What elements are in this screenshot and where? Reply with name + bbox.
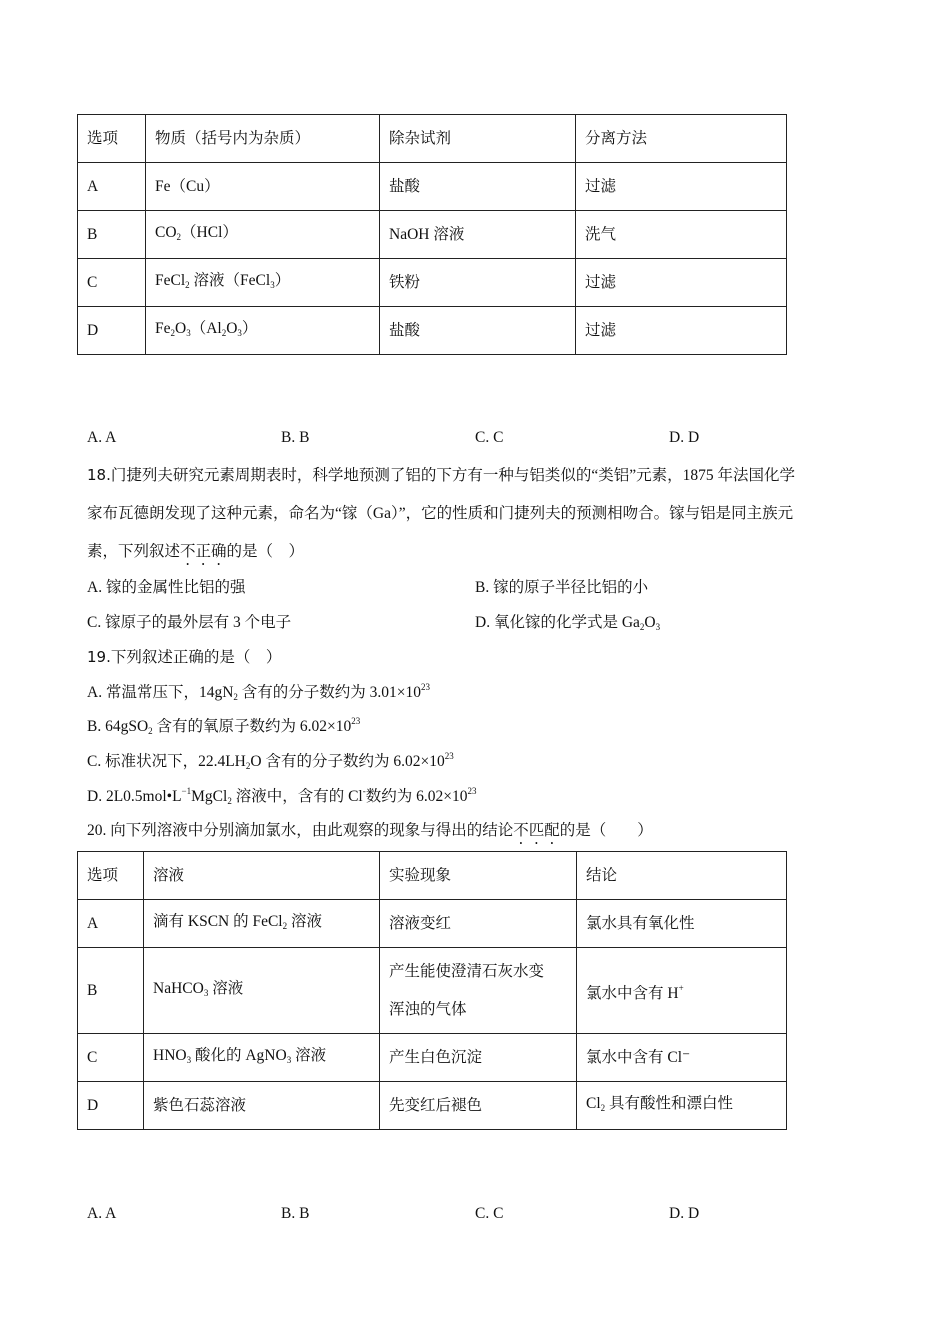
cell-method: 洗气 — [576, 211, 787, 259]
table-row — [78, 307, 787, 355]
table-row — [78, 900, 787, 948]
emphasis-text: 不匹配 — [513, 822, 560, 839]
table-row — [78, 1082, 787, 1130]
header-conclusion: 结论 — [577, 852, 787, 900]
question-18-stem-line2: 家布瓦德朗发现了这种元素，命名为“镓（Ga）”，它的性质和门捷列夫的预测相吻合。镓与铝是同主族元 — [87, 505, 794, 522]
cell-phenomenon: 溶液变红 — [380, 900, 577, 948]
cell-option: A — [78, 163, 146, 211]
cell-solution: $HNO_3$ 酸化的 AgNO$_3$ 溶液 — [144, 1034, 380, 1082]
cell-substance: FeCl$_2$ 溶液（FeCl$_3$） — [146, 259, 380, 307]
table-row — [78, 211, 787, 259]
cell-conclusion: 氯水中含有 Cl⁻ — [577, 1034, 787, 1082]
question-18-stem-line1: 18.门捷列夫研究元素周期表时，科学地预测了铝的下方有一种与铝类似的“类铝”元素，1875 年法国化学 — [87, 466, 795, 484]
table-row — [78, 1034, 787, 1082]
cell-substance: $CO_2(HCl)$ — [146, 211, 380, 259]
cell-conclusion: 氯水具有氧化性 — [577, 900, 787, 948]
q19-option-c[interactable]: C. 标准状况下，$22.4LH_2O$ 含有的分子数约为 $6.02\times 10^{23}$ — [87, 751, 454, 771]
cell-option: B — [78, 211, 146, 259]
cell-method: 过滤 — [576, 163, 787, 211]
q18-option-b[interactable]: B. 镓的原子半径比铝的小 — [475, 579, 649, 596]
q18-option-c[interactable]: C. 镓原子的最外层有 3 个电子 — [87, 614, 292, 631]
cell-method: 过滤 — [576, 259, 787, 307]
q19-option-a[interactable]: A. 常温常压下，$14gN_2$ 含有的分子数约为 $3.01\times 10^{23}$ — [87, 682, 431, 702]
answer-choice-b[interactable]: B. B — [281, 1205, 310, 1222]
header-phenomenon: 实验现象 — [380, 852, 577, 900]
answer-choice-c[interactable]: C. C — [475, 1205, 504, 1222]
cell-reagent: 铁粉 — [380, 259, 576, 307]
cell-option: B — [78, 948, 144, 1034]
question-18-stem-line3: 素，下列叙述不正确的是（ ） — [87, 543, 305, 560]
cell-solution: NaHCO$_3$ 溶液 — [144, 948, 380, 1034]
header-method: 分离方法 — [576, 115, 787, 163]
answer-choice-a[interactable]: A. A — [87, 1205, 117, 1222]
cell-option: C — [78, 1034, 144, 1082]
answer-choice-a[interactable]: A. A — [87, 429, 117, 446]
cell-reagent: 盐酸 — [380, 307, 576, 355]
table-row — [78, 163, 787, 211]
table-row — [78, 948, 787, 1034]
question-number: 18. — [87, 466, 111, 484]
q19-option-b[interactable]: B. 64gSO$_2$ 含有的氧原子数约为 $6.02\times 10^{23}$ — [87, 716, 361, 736]
cell-method: 过滤 — [576, 307, 787, 355]
question-20-table — [77, 851, 787, 1130]
cell-option: C — [78, 259, 146, 307]
cell-option: A — [78, 900, 144, 948]
cell-substance: $Fe_2O_3(Al_2O_3)$ — [146, 307, 380, 355]
cell-substance: Fe（Cu） — [146, 163, 380, 211]
cell-option: D — [78, 1082, 144, 1130]
table-row — [78, 259, 787, 307]
cell-conclusion: 氯水中含有 H+ — [577, 948, 787, 1034]
question-number: 19. — [87, 648, 111, 666]
cell-reagent: NaOH 溶液 — [380, 211, 576, 259]
cell-conclusion: $Cl_2$ 具有酸性和漂白性 — [577, 1082, 787, 1130]
table-header-row — [78, 115, 787, 163]
emphasis-text: 不正确 — [180, 543, 227, 560]
cell-solution: 滴有 KSCN 的 FeCl$_2$ 溶液 — [144, 900, 380, 948]
answer-choice-b[interactable]: B. B — [281, 429, 310, 446]
question-20-stem: 20. 向下列溶液中分别滴加氯水，由此观察的现象与得出的结论不匹配的是（ ） — [87, 822, 653, 839]
cell-phenomenon: 产生白色沉淀 — [380, 1034, 577, 1082]
question-17-table — [77, 114, 787, 355]
table-header-row — [78, 852, 787, 900]
cell-phenomenon: 先变红后褪色 — [380, 1082, 577, 1130]
header-solution: 溶液 — [144, 852, 380, 900]
header-substance: 物质（括号内为杂质） — [146, 115, 380, 163]
cell-reagent: 盐酸 — [380, 163, 576, 211]
cell-phenomenon: 产生能使澄清石灰水变 浑浊的气体 — [380, 948, 577, 1034]
q18-option-a[interactable]: A. 镓的金属性比铝的强 — [87, 579, 246, 596]
cell-solution: 紫色石蕊溶液 — [144, 1082, 380, 1130]
q18-option-d[interactable]: D. 氧化镓的化学式是 $Ga_2O_3$ — [475, 614, 661, 632]
q19-option-d[interactable]: D. $2L0.5mol•L^{-1}MgCl_2$ 溶液中，含有的 Cl-数约为 $6.02\times 10^{23}$ — [87, 786, 477, 806]
answer-choice-d[interactable]: D. D — [669, 429, 700, 446]
question-19-stem: 19.下列叙述正确的是（ ） — [87, 648, 282, 666]
header-option: 选项 — [78, 852, 144, 900]
cell-option: D — [78, 307, 146, 355]
header-reagent: 除杂试剂 — [380, 115, 576, 163]
answer-choice-c[interactable]: C. C — [475, 429, 504, 446]
answer-choice-d[interactable]: D. D — [669, 1205, 700, 1222]
header-option: 选项 — [78, 115, 146, 163]
